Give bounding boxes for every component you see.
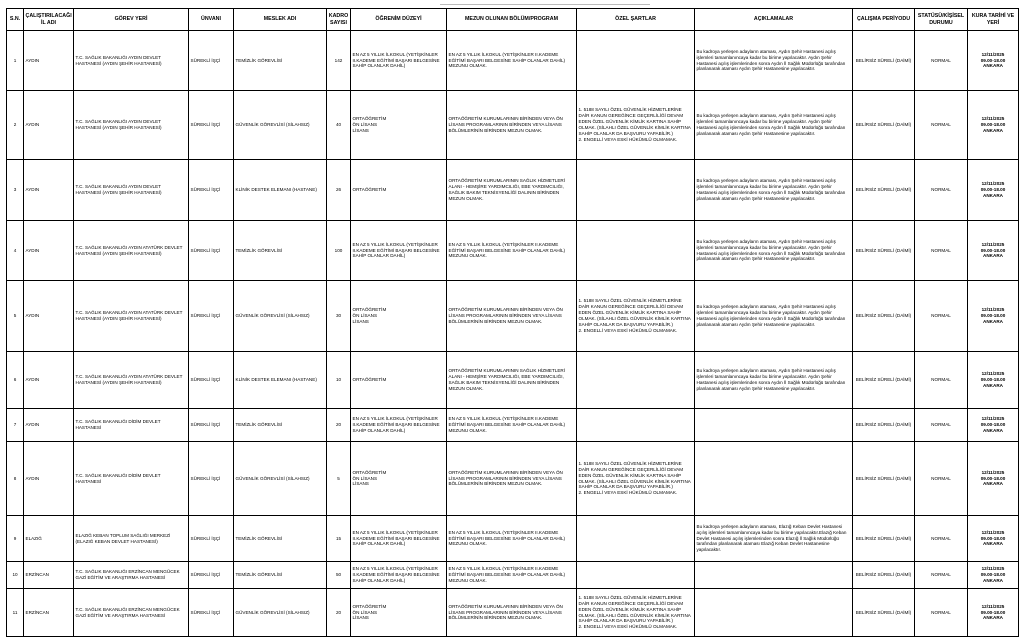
- cell-il: AYDIN: [24, 281, 74, 352]
- table-row: [7, 160, 1019, 221]
- cell-ogrenim: EN AZ 5 YILLIK İLKOKUL (YETİŞKİNLER II.KADEME EĞİTİMİ BAŞARI BELGESİNE SAHİP OLANLAR DAHİL): [351, 221, 447, 281]
- cell-calisma: BELİRSİZ SÜRELİ (DAİMİ): [853, 31, 915, 91]
- cell-il: AYDIN: [24, 409, 74, 442]
- cell-ogrenim: EN AZ 5 YILLIK İLKOKUL (YETİŞKİNLER II.KADEME EĞİTİMİ BAŞARI BELGESİNE SAHİP OLANLAR DAHİL): [351, 31, 447, 91]
- cell-meslek: TEMİZLİK GÖREVLİSİ: [234, 221, 327, 281]
- cell-ozel: 1. 5188 SAYILI ÖZEL GÜVENLİK HİZMETLERİNE DAİR KANUN GEREĞİNCE GEÇERLİLİĞİ DEVAM EDEN ÖZEL GÜVENLİK KİMLİK KARTINA SAHİP OLMAK. (SİLAHLI ÖZEL GÜVENLİK KİMLİK KARTINA SAHİP OLANLAR DA BAŞVURU YAPABİLİR.) 2. ENGELLİ VEYA ESKİ HÜKÜMLÜ OLMAMAK.: [577, 589, 695, 637]
- cell-calisma: BELİRSİZ SÜRELİ (DAİMİ): [853, 442, 915, 516]
- cell-gorev-yeri: T.C. SAĞLIK BAKANLIĞI AYDIN ATATÜRK DEVLET HASTANESİ (AYDIN ŞEHİR HASTANESİ): [74, 352, 189, 409]
- table-row: [7, 442, 1019, 516]
- cell-kadro: 100: [327, 221, 351, 281]
- cell-ogrenim: ORTAÖĞRETİM: [351, 160, 447, 221]
- header-gorev-yeri: GÖREV YERİ: [74, 9, 189, 31]
- header-sn: S.N.: [7, 9, 24, 31]
- table-row: [7, 589, 1019, 637]
- cell-meslek: KLİNİK DESTEK ELEMANI (HASTANE): [234, 160, 327, 221]
- cell-mezun: EN AZ 5 YILLIK İLKOKUL (YETİŞKİNLER II.KADEME EĞİTİMİ BAŞARI BELGESİNE SAHİP OLANLAR DAHİL) MEZUNU OLMAK.: [447, 221, 577, 281]
- cell-mezun: EN AZ 5 YILLIK İLKOKUL (YETİŞKİNLER II.KADEME EĞİTİMİ BAŞARI BELGESİNE SAHİP OLANLAR DAHİL) MEZUNU OLMAK.: [447, 31, 577, 91]
- cell-aciklama: Bu kadroya yerleşen adayların ataması, Aydın Şehir Hastanesi açılış işlemleri tamamlanıncaya kadar bu birime yapılacaktır. Aydın Şehir Hastanesi açılış işlemlerinden sonra Aydın İl Sağlık Müdürlüğü tarafından planlanarak ataması Aydın Şehir Hastanesine yapılacaktır.: [695, 31, 853, 91]
- cell-aciklama: Bu kadroya yerleşen adayların ataması, Aydın Şehir Hastanesi açılış işlemleri tamamlanıncaya kadar bu birime yapılacaktır. Aydın Şehir Hastanesi açılış işlemlerinden sonra Aydın İl Sağlık Müdürlüğü tarafından planlanarak ataması Aydın Şehir Hastanesine yapılacaktır.: [695, 281, 853, 352]
- cell-gorev-yeri: T.C. SAĞLIK BAKANLIĞI ERZİNCAN MENGÜCEK GAZİ EĞİTİM VE ARAŞTIRMA HASTANESİ: [74, 589, 189, 637]
- cell-calisma: BELİRSİZ SÜRELİ (DAİMİ): [853, 221, 915, 281]
- cell-kura: 12/11/2025 09.00-18.00 ANKARA: [968, 31, 1019, 91]
- table-row: [7, 562, 1019, 589]
- cell-ogrenim: EN AZ 5 YILLIK İLKOKUL (YETİŞKİNLER II.KADEME EĞİTİMİ BAŞARI BELGESİNE SAHİP OLANLAR DAHİL): [351, 562, 447, 589]
- cell-kadro: 142: [327, 31, 351, 91]
- cell-kura: 12/11/2025 09.00-18.00 ANKARA: [968, 91, 1019, 160]
- cell-ogrenim: EN AZ 5 YILLIK İLKOKUL (YETİŞKİNLER II.KADEME EĞİTİMİ BAŞARI BELGESİNE SAHİP OLANLAR DAHİL): [351, 409, 447, 442]
- cell-aciklama: [695, 442, 853, 516]
- cell-gorev-yeri: T.C. SAĞLIK BAKANLIĞI ERZİNCAN MENGÜCEK GAZİ EĞİTİM VE ARAŞTIRMA HASTANESİ: [74, 562, 189, 589]
- table-row: [7, 31, 1019, 91]
- table-row: [7, 91, 1019, 160]
- cell-meslek: GÜVENLİK GÖREVLİSİ (SİLAHSIZ): [234, 442, 327, 516]
- cell-sn: 1: [7, 31, 24, 91]
- cell-calisma: BELİRSİZ SÜRELİ (DAİMİ): [853, 589, 915, 637]
- cell-ogrenim: ORTAÖĞRETİM ÖN LİSANS LİSANS: [351, 589, 447, 637]
- cell-ogrenim: ORTAÖĞRETİM ÖN LİSANS LİSANS: [351, 281, 447, 352]
- table-row: [7, 352, 1019, 409]
- cell-ozel: [577, 352, 695, 409]
- cell-aciklama: [695, 589, 853, 637]
- cell-ozel: [577, 160, 695, 221]
- cell-gorev-yeri: T.C. SAĞLIK BAKANLIĞI AYDIN DEVLET HASTANESİ (AYDIN ŞEHİR HASTANESİ): [74, 91, 189, 160]
- cell-meslek: TEMİZLİK GÖREVLİSİ: [234, 31, 327, 91]
- cell-meslek: TEMİZLİK GÖREVLİSİ: [234, 562, 327, 589]
- cell-sn: 7: [7, 409, 24, 442]
- cell-unvan: SÜREKLİ İŞÇİ: [189, 352, 234, 409]
- cell-meslek: GÜVENLİK GÖREVLİSİ (SİLAHSIZ): [234, 281, 327, 352]
- cell-sn: 9: [7, 516, 24, 562]
- cell-meslek: TEMİZLİK GÖREVLİSİ: [234, 516, 327, 562]
- header-ozel: ÖZEL ŞARTLAR: [577, 9, 695, 31]
- cell-kura: 12/11/2025 09.00-18.00 ANKARA: [968, 516, 1019, 562]
- cell-kadro: 26: [327, 160, 351, 221]
- cell-aciklama: [695, 409, 853, 442]
- cell-meslek: TEMİZLİK GÖREVLİSİ: [234, 409, 327, 442]
- cell-unvan: SÜREKLİ İŞÇİ: [189, 589, 234, 637]
- table-row: [7, 221, 1019, 281]
- cell-calisma: BELİRSİZ SÜRELİ (DAİMİ): [853, 160, 915, 221]
- cell-il: ERZİNCAN: [24, 589, 74, 637]
- header-mezun: MEZUN OLUNAN BÖLÜM/PROGRAM: [447, 9, 577, 31]
- cell-kura: 12/11/2025 09.00-18.00 ANKARA: [968, 221, 1019, 281]
- table-row: [7, 281, 1019, 352]
- cell-il: AYDIN: [24, 442, 74, 516]
- cell-mezun: ORTAÖĞRETİM KURUMLARININ BİRİNDEN VEYA ÖN LİSANS PROGRAMLARININ BİRİNDEN VEYA LİSANS BÖLÜMLERİNİN BİRİNDEN MEZUN OLMAK.: [447, 442, 577, 516]
- cell-ozel: [577, 516, 695, 562]
- cell-il: AYDIN: [24, 160, 74, 221]
- header-ogrenim: ÖĞRENİM DÜZEYİ: [351, 9, 447, 31]
- cell-statu: NORMAL: [915, 281, 968, 352]
- header-unvan: ÜNVANI: [189, 9, 234, 31]
- cell-ozel: 1. 5188 SAYILI ÖZEL GÜVENLİK HİZMETLERİNE DAİR KANUN GEREĞİNCE GEÇERLİLİĞİ DEVAM EDEN ÖZEL GÜVENLİK KİMLİK KARTINA SAHİP OLMAK. (SİLAHLI ÖZEL GÜVENLİK KİMLİK KARTINA SAHİP OLANLAR DA BAŞVURU YAPABİLİR.) 2. ENGELLİ VEYA ESKİ HÜKÜMLÜ OLMAMAK.: [577, 281, 695, 352]
- cell-kura: 12/11/2025 09.00-18.00 ANKARA: [968, 409, 1019, 442]
- cell-ozel: [577, 409, 695, 442]
- cell-ogrenim: ORTAÖĞRETİM ÖN LİSANS LİSANS: [351, 442, 447, 516]
- cell-meslek: KLİNİK DESTEK ELEMANI (HASTANE): [234, 352, 327, 409]
- cell-aciklama: Bu kadroya yerleşen adayların ataması, Aydın Şehir Hastanesi açılış işlemleri tamamlanıncaya kadar bu birime yapılacaktır. Aydın Şehir Hastanesi açılış işlemlerinden sonra Aydın İl Sağlık Müdürlüğü tarafından planlanarak ataması Aydın Şehir Hastanesine yapılacaktır.: [695, 352, 853, 409]
- cell-calisma: BELİRSİZ SÜRELİ (DAİMİ): [853, 352, 915, 409]
- cell-calisma: BELİRSİZ SÜRELİ (DAİMİ): [853, 409, 915, 442]
- cell-kura: 12/11/2025 09.00-18.00 ANKARA: [968, 281, 1019, 352]
- cell-kadro: 40: [327, 91, 351, 160]
- cell-statu: NORMAL: [915, 221, 968, 281]
- cell-kura: 12/11/2025 09.00-18.00 ANKARA: [968, 562, 1019, 589]
- cell-sn: 8: [7, 442, 24, 516]
- cell-ozel: [577, 221, 695, 281]
- cell-unvan: SÜREKLİ İŞÇİ: [189, 281, 234, 352]
- cell-unvan: SÜREKLİ İŞÇİ: [189, 516, 234, 562]
- cell-calisma: BELİRSİZ SÜRELİ (DAİMİ): [853, 562, 915, 589]
- cell-sn: 4: [7, 221, 24, 281]
- header-meslek: MESLEK ADI: [234, 9, 327, 31]
- cell-ozel: 1. 5188 SAYILI ÖZEL GÜVENLİK HİZMETLERİNE DAİR KANUN GEREĞİNCE GEÇERLİLİĞİ DEVAM EDEN ÖZEL GÜVENLİK KİMLİK KARTINA SAHİP OLMAK. (SİLAHLI ÖZEL GÜVENLİK KİMLİK KARTINA SAHİP OLANLAR DA BAŞVURU YAPABİLİR.) 2. ENGELLİ VEYA ESKİ HÜKÜMLÜ OLMAMAK.: [577, 442, 695, 516]
- cell-calisma: BELİRSİZ SÜRELİ (DAİMİ): [853, 281, 915, 352]
- cell-kura: 12/11/2025 09.00-18.00 ANKARA: [968, 442, 1019, 516]
- cell-mezun: ORTAÖĞRETİM KURUMLARININ SAĞLIK HİZMETLERİ ALANI - HEMŞİRE YARDIMCILIĞI, EBE YARDIMCILIĞI, SAĞLIK BAKIM TEKNİSYENLİĞİ DALININ BİRİNDEN MEZUN OLMAK.: [447, 352, 577, 409]
- cell-ozel: [577, 562, 695, 589]
- cell-statu: NORMAL: [915, 442, 968, 516]
- cell-meslek: GÜVENLİK GÖREVLİSİ (SİLAHSIZ): [234, 91, 327, 160]
- header-aciklama: AÇIKLAMALAR: [695, 9, 853, 31]
- cell-ogrenim: ORTAÖĞRETİM ÖN LİSANS LİSANS: [351, 91, 447, 160]
- cell-kura: 12/11/2025 09.00-18.00 ANKARA: [968, 352, 1019, 409]
- cell-ozel: [577, 31, 695, 91]
- cell-statu: NORMAL: [915, 409, 968, 442]
- cell-statu: NORMAL: [915, 91, 968, 160]
- table-row: [7, 409, 1019, 442]
- cell-gorev-yeri: T.C. SAĞLIK BAKANLIĞI AYDIN DEVLET HASTANESİ (AYDIN ŞEHİR HASTANESİ): [74, 31, 189, 91]
- cell-il: ELAZIĞ: [24, 516, 74, 562]
- cell-aciklama: Bu kadroya yerleşen adayların ataması, Aydın Şehir Hastanesi açılış işlemleri tamamlanıncaya kadar bu birime yapılacaktır. Aydın Şehir Hastanesi açılış işlemlerinden sonra Aydın İl Sağlık Müdürlüğü tarafından planlanarak ataması Aydın Şehir Hastanesine yapılacaktır.: [695, 221, 853, 281]
- cell-kura: 12/11/2025 09.00-18.00 ANKARA: [968, 160, 1019, 221]
- cell-ozel: 1. 5188 SAYILI ÖZEL GÜVENLİK HİZMETLERİNE DAİR KANUN GEREĞİNCE GEÇERLİLİĞİ DEVAM EDEN ÖZEL GÜVENLİK KİMLİK KARTINA SAHİP OLMAK. (SİLAHLI ÖZEL GÜVENLİK KİMLİK KARTINA SAHİP OLANLAR DA BAŞVURU YAPABİLİR.) 2. ENGELLİ VEYA ESKİ HÜKÜMLÜ OLMAMAK.: [577, 91, 695, 160]
- cell-mezun: ORTAÖĞRETİM KURUMLARININ SAĞLIK HİZMETLERİ ALANI - HEMŞİRE YARDIMCILIĞI, EBE YARDIMCILIĞI, SAĞLIK BAKIM TEKNİSYENLİĞİ DALININ BİRİNDEN MEZUN OLMAK.: [447, 160, 577, 221]
- header-kadro: KADRO SAYISI: [327, 9, 351, 31]
- cell-kadro: 30: [327, 281, 351, 352]
- cell-il: AYDIN: [24, 91, 74, 160]
- cell-gorev-yeri: T.C. SAĞLIK BAKANLIĞI AYDIN ATATÜRK DEVLET HASTANESİ (AYDIN ŞEHİR HASTANESİ): [74, 281, 189, 352]
- cell-unvan: SÜREKLİ İŞÇİ: [189, 31, 234, 91]
- cell-sn: 6: [7, 352, 24, 409]
- cell-unvan: SÜREKLİ İŞÇİ: [189, 221, 234, 281]
- header-statu: STATÜSÜ/KİŞİSEL DURUMU: [915, 9, 968, 31]
- cell-calisma: BELİRSİZ SÜRELİ (DAİMİ): [853, 91, 915, 160]
- cell-kadro: 20: [327, 409, 351, 442]
- cell-aciklama: Bu kadroya yerleşen adayların ataması, Aydın Şehir Hastanesi açılış işlemleri tamamlanıncaya kadar bu birime yapılacaktır. Aydın Şehir Hastanesi açılış işlemlerinden sonra Aydın İl Sağlık Müdürlüğü tarafından planlanarak ataması Aydın Şehir Hastanesine yapılacaktır.: [695, 160, 853, 221]
- cell-ogrenim: ORTAÖĞRETİM: [351, 352, 447, 409]
- cell-gorev-yeri: T.C. SAĞLIK BAKANLIĞI DİDİM DEVLET HASTANESİ: [74, 409, 189, 442]
- cell-gorev-yeri: T.C. SAĞLIK BAKANLIĞI AYDIN ATATÜRK DEVLET HASTANESİ (AYDIN ŞEHİR HASTANESİ): [74, 221, 189, 281]
- cell-unvan: SÜREKLİ İŞÇİ: [189, 160, 234, 221]
- cell-mezun: ORTAÖĞRETİM KURUMLARININ BİRİNDEN VEYA ÖN LİSANS PROGRAMLARININ BİRİNDEN VEYA LİSANS BÖLÜMLERİNİN BİRİNDEN MEZUN OLMAK.: [447, 91, 577, 160]
- cell-sn: 5: [7, 281, 24, 352]
- cell-kadro: 50: [327, 562, 351, 589]
- cell-aciklama: Bu kadroya yerleşen adayların ataması, Aydın Şehir Hastanesi açılış işlemleri tamamlanıncaya kadar bu birime yapılacaktır. Aydın Şehir Hastanesi açılış işlemlerinden sonra Aydın İl Sağlık Müdürlüğü tarafından planlanarak ataması Aydın Şehir Hastanesine yapılacaktır.: [695, 91, 853, 160]
- cell-sn: 10: [7, 562, 24, 589]
- cell-statu: NORMAL: [915, 516, 968, 562]
- cell-sn: 3: [7, 160, 24, 221]
- cell-mezun: ORTAÖĞRETİM KURUMLARININ BİRİNDEN VEYA ÖN LİSANS PROGRAMLARININ BİRİNDEN VEYA LİSANS BÖLÜMLERİNİN BİRİNDEN MEZUN OLMAK.: [447, 589, 577, 637]
- cell-unvan: SÜREKLİ İŞÇİ: [189, 562, 234, 589]
- page-top-edge: [440, 0, 650, 5]
- cell-kadro: 15: [327, 516, 351, 562]
- cell-ogrenim: EN AZ 5 YILLIK İLKOKUL (YETİŞKİNLER II.KADEME EĞİTİMİ BAŞARI BELGESİNE SAHİP OLANLAR DAHİL): [351, 516, 447, 562]
- cell-kura: 12/11/2025 09.00-18.00 ANKARA: [968, 589, 1019, 637]
- cell-aciklama: Bu kadroya yerleşen adayların ataması, Elazığ Keban Devlet Hastanesi açılış işlemleri tamamlanıncaya kadar bu birime yapılacaktır.Elazığ Keban Devlet Hastanesi açılış işlemlerinden sonra Elazığ İl Sağlık Müdürlüğü tarafından planlanarak ataması Elazığ Keban Devlet Hastanesine yapılacaktır.: [695, 516, 853, 562]
- cell-il: AYDIN: [24, 31, 74, 91]
- positions-table: [6, 8, 1019, 637]
- cell-gorev-yeri: ELAZIĞ KEBAN TOPLUM SAĞLIĞI MERKEZİ (ELAZIĞ KEBAN DEVLET HASTANESİ): [74, 516, 189, 562]
- table-row: [7, 516, 1019, 562]
- cell-kadro: 20: [327, 589, 351, 637]
- cell-gorev-yeri: T.C. SAĞLIK BAKANLIĞI DİDİM DEVLET HASTANESİ: [74, 442, 189, 516]
- cell-meslek: GÜVENLİK GÖREVLİSİ (SİLAHSIZ): [234, 589, 327, 637]
- cell-mezun: EN AZ 5 YILLIK İLKOKUL (YETİŞKİNLER II.KADEME EĞİTİMİ BAŞARI BELGESİNE SAHİP OLANLAR DAHİL) MEZUNU OLMAK.: [447, 516, 577, 562]
- cell-il: AYDIN: [24, 221, 74, 281]
- cell-gorev-yeri: T.C. SAĞLIK BAKANLIĞI AYDIN DEVLET HASTANESİ (AYDIN ŞEHİR HASTANESİ): [74, 160, 189, 221]
- header-calisma: ÇALIŞMA PERİYODU: [853, 9, 915, 31]
- cell-mezun: ORTAÖĞRETİM KURUMLARININ BİRİNDEN VEYA ÖN LİSANS PROGRAMLARININ BİRİNDEN VEYA LİSANS BÖLÜMLERİNİN BİRİNDEN MEZUN OLMAK.: [447, 281, 577, 352]
- cell-statu: NORMAL: [915, 589, 968, 637]
- cell-kadro: 10: [327, 352, 351, 409]
- header-kura: KURA TARİHİ VE YERİ: [968, 9, 1019, 31]
- cell-mezun: EN AZ 5 YILLIK İLKOKUL (YETİŞKİNLER II.KADEME EĞİTİMİ BAŞARI BELGESİNE SAHİP OLANLAR DAHİL) MEZUNU OLMAK.: [447, 562, 577, 589]
- cell-mezun: EN AZ 5 YILLIK İLKOKUL (YETİŞKİNLER II.KADEME EĞİTİMİ BAŞARI BELGESİNE SAHİP OLANLAR DAHİL) MEZUNU OLMAK.: [447, 409, 577, 442]
- cell-sn: 2: [7, 91, 24, 160]
- cell-statu: NORMAL: [915, 352, 968, 409]
- cell-statu: NORMAL: [915, 160, 968, 221]
- cell-il: AYDIN: [24, 352, 74, 409]
- cell-il: ERZİNCAN: [24, 562, 74, 589]
- cell-unvan: SÜREKLİ İŞÇİ: [189, 91, 234, 160]
- cell-unvan: SÜREKLİ İŞÇİ: [189, 409, 234, 442]
- cell-calisma: BELİRSİZ SÜRELİ (DAİMİ): [853, 516, 915, 562]
- cell-statu: NORMAL: [915, 562, 968, 589]
- header-il: ÇALIŞTIRILACAĞI İL ADI: [24, 9, 74, 31]
- cell-sn: 11: [7, 589, 24, 637]
- cell-unvan: SÜREKLİ İŞÇİ: [189, 442, 234, 516]
- cell-aciklama: [695, 562, 853, 589]
- cell-kadro: 5: [327, 442, 351, 516]
- cell-statu: NORMAL: [915, 31, 968, 91]
- header-row: [7, 9, 1019, 31]
